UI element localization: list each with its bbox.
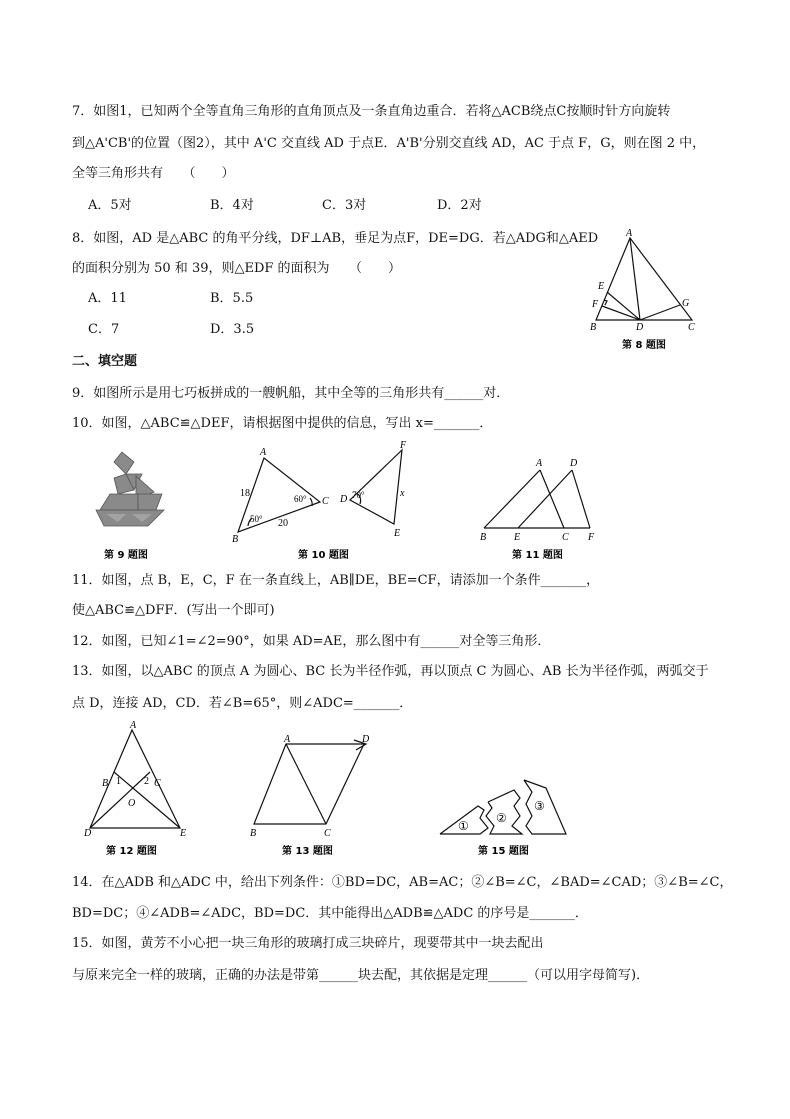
- fig12-angle-2: 2: [144, 776, 149, 787]
- fig9-caption: 第 9 题图: [104, 550, 148, 561]
- q8-option-a: A．11: [88, 291, 127, 306]
- fig11-label-f: F: [588, 532, 595, 543]
- figure-12: [82, 720, 192, 859]
- fig12-label-o: O: [128, 798, 136, 809]
- fig13-label-b: B: [250, 828, 257, 839]
- fig10-side-bc: 20: [278, 518, 288, 529]
- fig12-label-a: A: [130, 720, 137, 731]
- fig12-caption: 第 12 题图: [106, 846, 157, 857]
- fig10-label-d: D: [340, 494, 348, 505]
- figure-15: [436, 770, 576, 862]
- fig12-label-c: C: [154, 778, 161, 789]
- figure-13: [246, 734, 376, 859]
- q12-text: 12．如图，已知∠1=∠2=90°，如果 AD=AE，那么图中有______对全等三角形．: [72, 634, 551, 649]
- fig12-angle-1: 1: [116, 776, 121, 787]
- q11-line1: 11．如图，点 B，E，C，F 在一条直线上，AB∥DE，BE=CF，请添加一个条件_______，: [72, 573, 600, 588]
- fig10-label-e: E: [394, 528, 401, 539]
- fig11-label-a: A: [536, 458, 543, 469]
- fig10-label-a: A: [260, 447, 267, 458]
- q7-line2: 到△A'CB'的位置（图2），其中 A'C 交直线 AD 于点E．A'B'分别交直线 AD，AC 于点 F，G，则在图 2 中，: [72, 136, 706, 151]
- fig11-label-d: D: [570, 458, 578, 469]
- fig10-label-b: B: [232, 534, 239, 545]
- fig15-piece-2: ②: [496, 811, 507, 825]
- fig10-angle-b: 50°: [250, 514, 263, 524]
- fig13-label-a: A: [284, 734, 291, 745]
- fig10-label-f: F: [400, 440, 407, 451]
- fig10-angle-c: 60°: [294, 494, 307, 504]
- fig15-piece-1: ①: [458, 819, 469, 833]
- fig10-label-c: C: [322, 496, 329, 507]
- q8-option-b: B．5.5: [210, 291, 254, 306]
- q8-line1: 8．如图，AD 是△ABC 的角平分线，DF⊥AB，垂足为点F，DE=DG．若△ADG和△AED: [72, 231, 599, 246]
- q13-line1: 13．如图，以△ABC 的顶点 A 为圆心、BC 长为半径作弧，再以顶点 C 为圆心、AB 长为半径作弧，两弧交于: [72, 664, 709, 679]
- fig8-label-a: A: [626, 228, 633, 239]
- fig8-label-f: F: [592, 299, 599, 310]
- figure-10: [228, 440, 428, 565]
- fig8-label-b: B: [590, 322, 597, 333]
- fig15-piece-3: ③: [534, 799, 545, 813]
- q7-option-a: A．5对: [88, 198, 132, 213]
- fig8-label-c: C: [688, 322, 695, 333]
- fig11-label-b: B: [480, 532, 487, 543]
- fig8-label-e: E: [598, 281, 605, 292]
- fig10-side-ab: 18: [240, 488, 250, 499]
- fig13-caption: 第 13 题图: [282, 846, 333, 857]
- fig10-angle-d: 70°: [352, 490, 365, 500]
- fig12-label-d: D: [84, 828, 92, 839]
- fig11-label-c: C: [562, 532, 569, 543]
- fig11-caption: 第 11 题图: [512, 550, 563, 561]
- q14-line2: BD=DC；④∠ADB=∠ADC，BD=DC．其中能得出△ADB≌△ADC 的序号是_______．: [72, 906, 588, 921]
- fig13-label-c: C: [324, 828, 331, 839]
- q10-text: 10．如图，△ABC≌△DEF，请根据图中提供的信息，写出 x=_______．: [72, 416, 493, 431]
- q15-line1: 15．如图，黄芳不小心把一块三角形的玻璃打成三块碎片，现要带其中一块去配出: [72, 936, 544, 951]
- q7-line1: 7．如图1，已知两个全等直角三角形的直角顶点及一条直角边重合．若将△ACB绕点C按顺时针方向旋转: [72, 104, 671, 119]
- section-2-title: 二、填空题: [72, 354, 138, 369]
- q8-option-d: D．3.5: [210, 322, 255, 337]
- figure-9: [86, 448, 186, 563]
- q7-option-c: C．3对: [322, 198, 367, 213]
- q8-option-c: C．7: [88, 322, 120, 337]
- q7-option-d: D．2对: [437, 198, 482, 213]
- fig8-caption: 第 8 题图: [622, 340, 666, 351]
- q15-line2: 与原来完全一样的玻璃，正确的办法是带第______块去配，其依据是定理______（可以用字母简写)．: [72, 968, 650, 983]
- q11-line2: 使△ABC≌△DFF．(写出一个即可): [72, 603, 275, 618]
- fig13-label-d: D: [362, 734, 370, 745]
- fig15-caption: 第 15 题图: [478, 846, 529, 857]
- q14-line1: 14．在△ADB 和△ADC 中，给出下列条件：①BD=DC，AB=AC；②∠B=∠C，∠BAD=∠CAD；③∠B=∠C，: [72, 875, 733, 890]
- fig8-label-g: G: [682, 298, 690, 309]
- q7-line3: 全等三角形共有 （ ）: [72, 166, 235, 181]
- q8-line2: 的面积分别为 50 和 39，则△EDF 的面积为 （ ）: [72, 261, 402, 276]
- fig8-label-d: D: [636, 322, 644, 333]
- fig10-side-x: x: [400, 488, 405, 499]
- fig10-caption: 第 10 题图: [298, 550, 349, 561]
- q13-line2: 点 D，连接 AD，CD．若∠B=65°，则∠ADC=_______．: [72, 696, 413, 711]
- q7-option-b: B．4对: [210, 198, 254, 213]
- fig12-label-e: E: [180, 828, 187, 839]
- figure-8: [580, 228, 710, 358]
- figure-11: [478, 456, 608, 564]
- fig12-label-b: B: [102, 778, 109, 789]
- q9-text: 9．如图所示是用七巧板拼成的一艘帆船，其中全等的三角形共有______对．: [72, 386, 510, 401]
- fig11-label-e: E: [514, 532, 521, 543]
